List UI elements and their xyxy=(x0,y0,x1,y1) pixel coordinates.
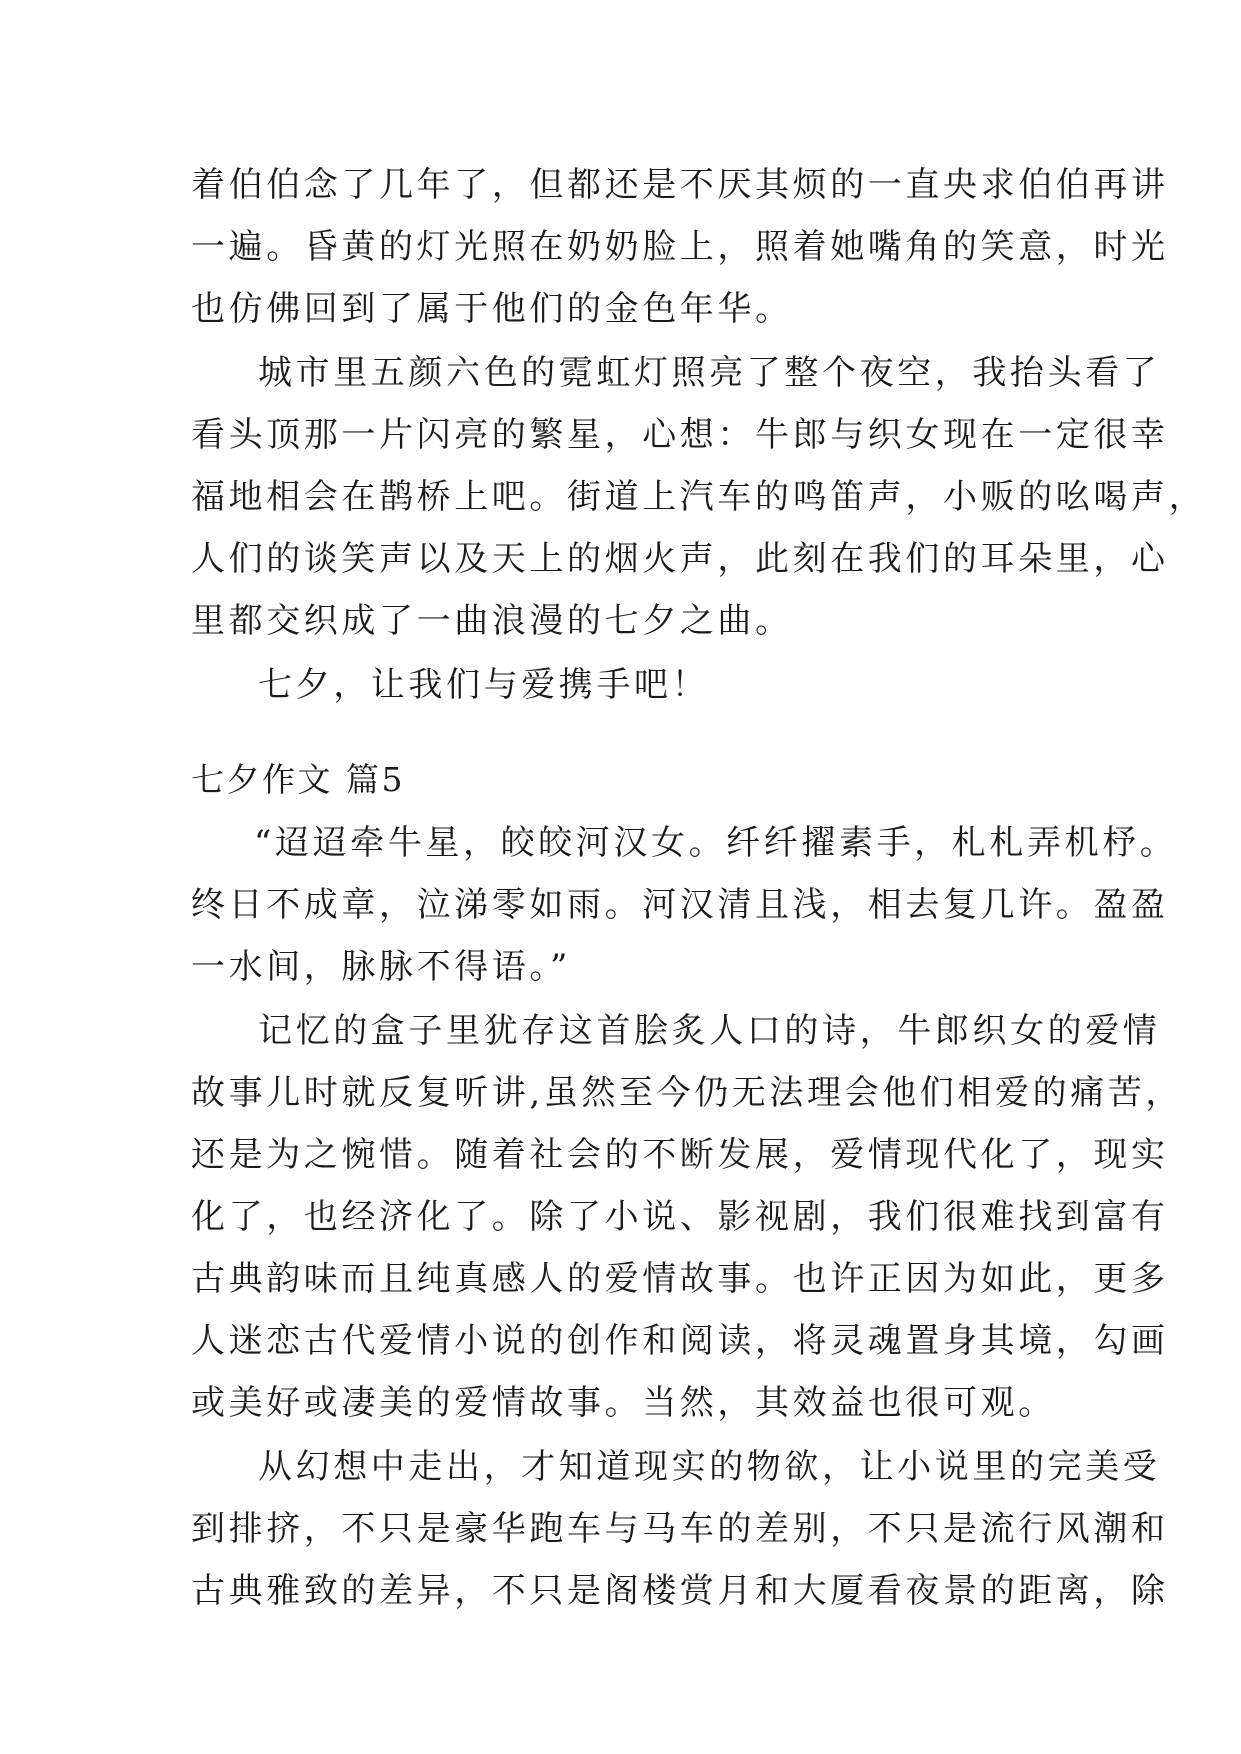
text-line: 七夕，让我们与爱携手吧！ xyxy=(258,665,710,705)
text-line: 福地相会在鹊桥上吧。街道上汽车的鸣笛声，小贩的吆喝声， xyxy=(191,477,1207,517)
text-line: 化了，也经济化了。除了小说、影视剧，我们很难找到富有 xyxy=(191,1197,1169,1237)
text-line: 古典韵味而且纯真感人的爱情故事。也许正因为如此，更多 xyxy=(191,1259,1169,1299)
text-line: 一遍。昏黄的灯光照在奶奶脸上，照着她嘴角的笑意，时光 xyxy=(191,227,1169,267)
text-line: 人迷恋古代爱情小说的创作和阅读，将灵魂置身其境，勾画 xyxy=(191,1321,1169,1361)
text-line: 从幻想中走出，才知道现实的物欲，让小说里的完美受 xyxy=(258,1447,1161,1487)
text-line: 城市里五颜六色的霓虹灯照亮了整个夜空，我抬头看了 xyxy=(258,353,1161,393)
section-heading: 七夕作文 篇5 xyxy=(191,760,405,799)
text-line: 记忆的盒子里犹存这首脍炙人口的诗，牛郎织女的爱情 xyxy=(258,1011,1161,1051)
text-line: 或美好或凄美的爱情故事。当然，其效益也很可观。 xyxy=(191,1383,1056,1423)
poem-line: “迢迢牵牛星，皎皎河汉女。纤纤擢素手，札札弄机杼。 xyxy=(254,823,1178,863)
text-line: 里都交织成了一曲浪漫的七夕之曲。 xyxy=(191,601,793,641)
poem-line: 终日不成章，泣涕零如雨。河汉清且浅，相去复几许。盈盈 xyxy=(191,885,1169,925)
text-line: 着伯伯念了几年了，但都还是不厌其烦的一直央求伯伯再讲 xyxy=(191,165,1169,205)
text-line: 人们的谈笑声以及天上的烟火声，此刻在我们的耳朵里，心 xyxy=(191,539,1169,579)
text-line: 还是为之惋惜。随着社会的不断发展，爱情现代化了，现实 xyxy=(191,1135,1169,1175)
text-line: 古典雅致的差异，不只是阁楼赏月和大厦看夜景的距离，除 xyxy=(191,1571,1169,1611)
poem-line: 一水间，脉脉不得语。” xyxy=(191,947,571,987)
text-line: 也仿佛回到了属于他们的金色年华。 xyxy=(191,289,793,329)
text-line: 故事儿时就反复听讲,虽然至今仍无法理会他们相爱的痛苦， xyxy=(191,1073,1184,1113)
text-line: 到排挤，不只是豪华跑车与马车的差别，不只是流行风潮和 xyxy=(191,1509,1169,1549)
text-line: 看头顶那一片闪亮的繁星，心想：牛郎与织女现在一定很幸 xyxy=(191,415,1169,455)
